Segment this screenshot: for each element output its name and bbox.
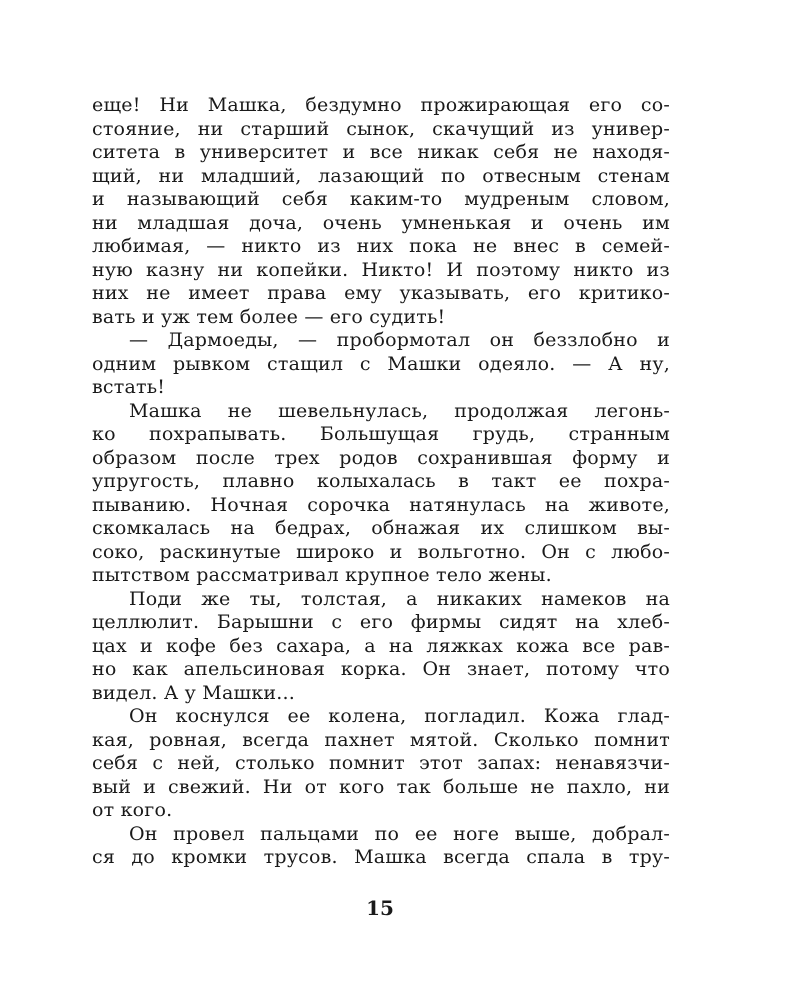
text-line: но как апельсиновая корка. Он знает, потому что	[92, 658, 670, 680]
text-line: образом после трех родов сохранившая форму и	[92, 446, 670, 469]
text-line: упругость, плавно колыхалась в такт ее похра-	[92, 470, 670, 492]
text-line: встать!	[92, 376, 166, 398]
text-line: стояние, ни старший сынок, скачущий из универ-	[92, 117, 670, 140]
text-line: Поди же ты, толстая, а никаких намеков на	[129, 587, 670, 610]
text-line: и называющий себя каким-то мудреным словом,	[92, 188, 670, 210]
text-line: одним рывком стащил с Машки одеяло. — А ну,	[92, 352, 670, 375]
body-text	[92, 94, 670, 870]
text-line: любимая, — никто из них пока не внес в семей-	[92, 235, 670, 257]
text-line: себя с ней, столько помнит этот запах: ненавязчи-	[92, 752, 670, 774]
text-line: ную казну ни копейки. Никто! И поэтому никто из	[92, 258, 670, 281]
text-line: видел. А у Машки...	[92, 681, 296, 704]
text-line: Он коснулся ее колена, погладил. Кожа глад-	[129, 705, 670, 727]
text-line: щий, ни младший, лазающий по отвесным стенам	[92, 164, 670, 187]
text-line: них не имеет права ему указывать, его критико-	[92, 282, 670, 304]
text-line: цах и кофе без сахара, а на ляжках кожа все рав-	[92, 634, 670, 657]
text-line: кая, ровная, всегда пахнет мятой. Сколько помнит	[92, 728, 670, 751]
text-line: Он провел пальцами по ее ноге выше, добрал-	[129, 822, 670, 845]
text-line: вый и свежий. Ни от кого так больше не пахло, ни	[92, 775, 670, 798]
text-line: соко, раскинутые широко и вольготно. Он с любо-	[92, 540, 670, 563]
text-line: Машка не шевельнулась, продолжая легонь-	[129, 399, 670, 422]
text-line: ся до кромки трусов. Машка всегда спала в тру-	[92, 846, 670, 868]
text-line: еще! Ни Машка, бездумно прожирающая его со-	[92, 94, 670, 116]
text-line: пыванию. Ночная сорочка натянулась на животе,	[92, 493, 670, 516]
text-line: скомкалась на бедрах, обнажая их слишком вы-	[92, 517, 670, 539]
text-line: пытством рассматривал крупное тело жены.	[92, 564, 552, 586]
text-line: ни младшая доча, очень умненькая и очень им	[92, 211, 670, 234]
page-number: 15	[366, 896, 394, 920]
text-line: вать и уж тем более — его судить!	[92, 305, 446, 328]
text-line: ситета в университет и все никак себя не находя-	[92, 141, 670, 163]
text-line: от кого.	[92, 799, 173, 821]
text-line: — Дармоеды, — пробормотал он беззлобно и	[129, 329, 670, 351]
text-line: ко похрапывать. Большущая грудь, странным	[92, 423, 670, 445]
text-line: целлюлит. Барышни с его фирмы сидят на хлеб-	[92, 611, 670, 633]
